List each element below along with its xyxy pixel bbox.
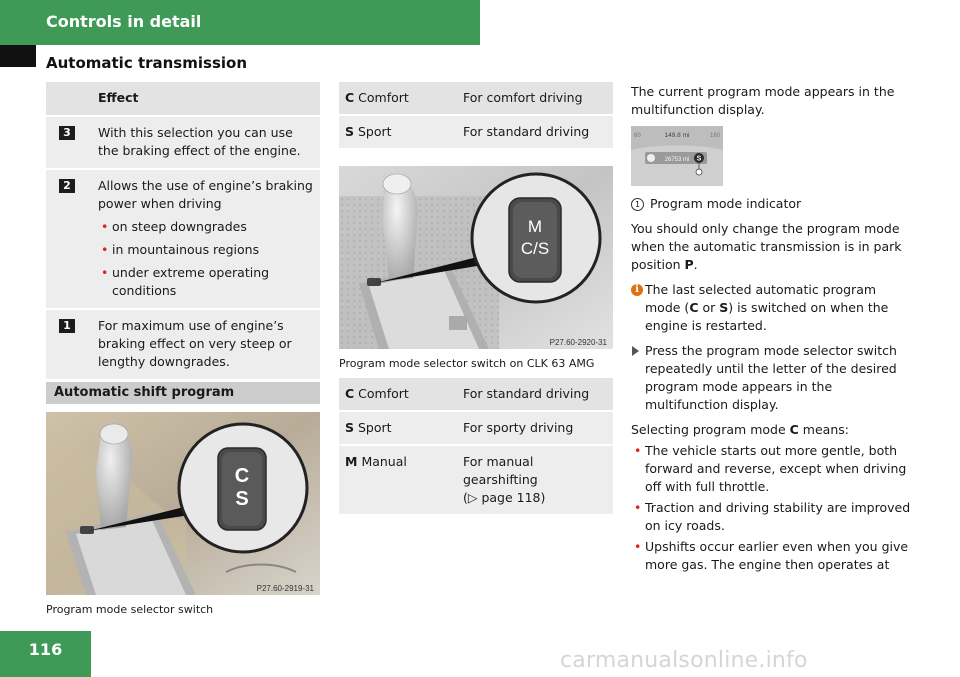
section-title: Controls in detail (46, 12, 202, 31)
table-row: C Comfort For comfort driving (339, 82, 613, 114)
display-right-num: 160 (709, 133, 720, 139)
page-number: 116 (28, 640, 63, 659)
switch-label-bottom: C/S (520, 239, 550, 258)
display-mode-indicator: S (696, 155, 702, 163)
instruction-step: Press the program mode selector switch repeatedly until the letter of the desired program mode appears in the multifunction display. (631, 342, 911, 414)
right-column (631, 83, 911, 577)
gear-key-badge: 2 (59, 179, 75, 193)
watermark: carmanualsonline.info (560, 648, 808, 673)
gear-key-badge: 3 (59, 126, 75, 140)
legend-line: 1 Program mode indicator (631, 195, 911, 213)
bullet-list (98, 218, 314, 300)
switch-label-bottom: S (235, 488, 249, 510)
row-text: With this selection you can use the braking effect of the engine. (88, 115, 320, 168)
switch-label-top: C (234, 465, 250, 487)
table-row (46, 168, 320, 308)
gear-key-badge: 1 (59, 319, 75, 333)
step-arrow-icon (632, 346, 639, 356)
amg-selector-switch-photo (339, 166, 613, 349)
callout-number-icon: 1 (631, 198, 644, 211)
display-speed: 149.8 mi (664, 132, 690, 139)
table-row: C Comfort For standard driving (339, 378, 613, 410)
display-odometer: 26753 mi (664, 157, 690, 163)
info-note: i The last selected automatic program mode (C or S) is switched on when the engine is restarted. (631, 281, 911, 335)
display-left-num: 60 (634, 133, 641, 139)
info-icon: i (631, 284, 643, 296)
list-item: • The vehicle starts out more gentle, both forward and reverse, except when driving off with full throttle. (631, 442, 911, 496)
photo-code: P27.60-2919-31 (256, 584, 314, 593)
effect-header: Effect (88, 82, 320, 115)
photo-code: P27.60-2920-31 (549, 338, 607, 347)
multifunction-display-image (631, 126, 723, 186)
list-item: • Upshifts occur earlier even when you give more gas. The engine then operates at (631, 538, 911, 574)
shift-program-heading: Automatic shift program (46, 382, 320, 404)
effect-table (46, 82, 320, 379)
list-item: • Traction and driving stability are improved on icy roads. (631, 499, 911, 535)
table-row: S Sport For standard driving (339, 114, 613, 148)
subsection-title: Automatic transmission (46, 54, 247, 72)
header-marker (0, 45, 36, 67)
table-row: S Sport For sporty driving (339, 410, 613, 444)
list-item: • on steep downgrades (98, 218, 314, 236)
row-text: For maximum use of engine’s braking effect on very steep or lengthy downgrades. (88, 308, 320, 379)
table-row: M Manual For manual gearshifting (▷ page 118) (339, 444, 613, 514)
switch-label-top: M (527, 217, 543, 236)
intro-text: The current program mode appears in the multifunction display. (631, 84, 895, 117)
table-row (46, 308, 320, 379)
mode-table-2 (339, 378, 613, 514)
list-item: • in mountainous regions (98, 241, 314, 259)
comfort-bullet-list (631, 442, 911, 574)
selector-switch-photo (46, 412, 320, 595)
photo-caption: Program mode selector switch on CLK 63 AMG (339, 357, 595, 370)
page-reference: (▷ page 118) (463, 490, 546, 505)
mode-table-1 (339, 82, 613, 148)
park-note: You should only change the program mode when the automatic transmission is in park position P. (631, 221, 902, 272)
list-item: • under extreme operating conditions (98, 264, 314, 300)
row-text: Allows the use of engine’s braking power when driving (98, 178, 313, 211)
table-row (46, 115, 320, 168)
effect-table-header (46, 82, 320, 115)
select-mode-text: Selecting program mode C means: (631, 422, 849, 437)
photo-caption: Program mode selector switch (46, 603, 214, 616)
